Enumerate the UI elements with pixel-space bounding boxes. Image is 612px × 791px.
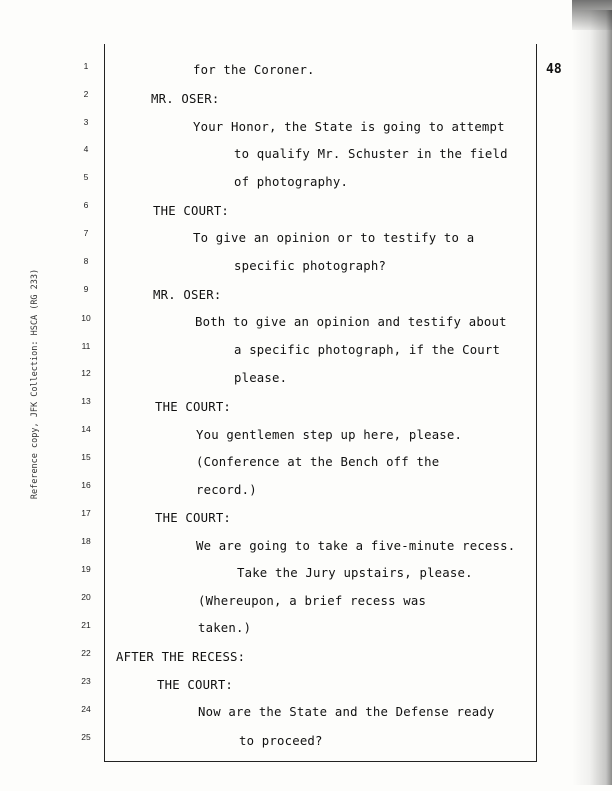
- line-number: 11: [81, 341, 91, 351]
- transcript-line: taken.): [198, 621, 252, 635]
- transcript-line: of photography.: [234, 175, 349, 189]
- line-number: 2: [83, 89, 89, 99]
- speaker-label: THE COURT:: [153, 204, 230, 218]
- line-number: 20: [81, 592, 91, 602]
- transcript-line: for the Coroner.: [193, 63, 315, 77]
- line-number: 6: [83, 200, 89, 210]
- transcript-line: Now are the State and the Defense ready: [198, 705, 495, 719]
- line-number: 22: [81, 648, 91, 658]
- line-number: 5: [83, 172, 89, 182]
- transcript-line: a specific photograph, if the Court: [234, 343, 501, 357]
- line-number: 1: [83, 61, 89, 71]
- archive-reference-note: Reference copy, JFK Collection: HSCA (RG 233): [30, 268, 40, 500]
- transcript-line: to qualify Mr. Schuster in the field: [234, 147, 508, 161]
- line-number: 7: [83, 228, 89, 238]
- transcript-line: specific photograph?: [234, 259, 387, 273]
- transcript-line: Your Honor, the State is going to attempt: [193, 120, 505, 134]
- transcript-line: To give an opinion or to testify to a: [193, 231, 475, 245]
- line-number: 15: [81, 452, 91, 462]
- transcript-line: (Conference at the Bench off the: [196, 455, 440, 469]
- transcript-line: to proceed?: [239, 734, 323, 748]
- scan-edge-shadow: [572, 10, 612, 785]
- line-number: 21: [81, 620, 91, 630]
- line-number: 14: [81, 424, 91, 434]
- section-heading: AFTER THE RECESS:: [116, 650, 246, 664]
- speaker-label: THE COURT:: [157, 678, 234, 692]
- line-number: 9: [83, 284, 89, 294]
- page-number: 48: [546, 62, 562, 77]
- speaker-label: MR. OSER:: [151, 92, 220, 106]
- line-number: 3: [83, 117, 89, 127]
- line-number: 8: [83, 256, 89, 266]
- line-number: 12: [81, 368, 91, 378]
- speaker-label: THE COURT:: [155, 400, 232, 414]
- line-number: 13: [81, 396, 91, 406]
- transcript-line: record.): [196, 483, 257, 497]
- line-number: 23: [81, 676, 91, 686]
- transcript-line: Both to give an opinion and testify about: [195, 315, 507, 329]
- speaker-label: THE COURT:: [155, 511, 232, 525]
- transcript-line: (Whereupon, a brief recess was: [198, 594, 427, 608]
- speaker-label: MR. OSER:: [153, 288, 222, 302]
- transcript-line: Take the Jury upstairs, please.: [237, 566, 473, 580]
- transcript-line: please.: [234, 371, 288, 385]
- line-number: 25: [81, 732, 91, 742]
- line-number: 10: [81, 313, 91, 323]
- line-number: 24: [81, 704, 91, 714]
- line-number: 16: [81, 480, 91, 490]
- line-number: 18: [81, 536, 91, 546]
- line-number: 4: [83, 144, 89, 154]
- transcript-line: We are going to take a five-minute recess.: [196, 539, 516, 553]
- transcript-line: You gentlemen step up here, please.: [196, 428, 463, 442]
- line-number: 17: [81, 508, 91, 518]
- line-number: 19: [81, 564, 91, 574]
